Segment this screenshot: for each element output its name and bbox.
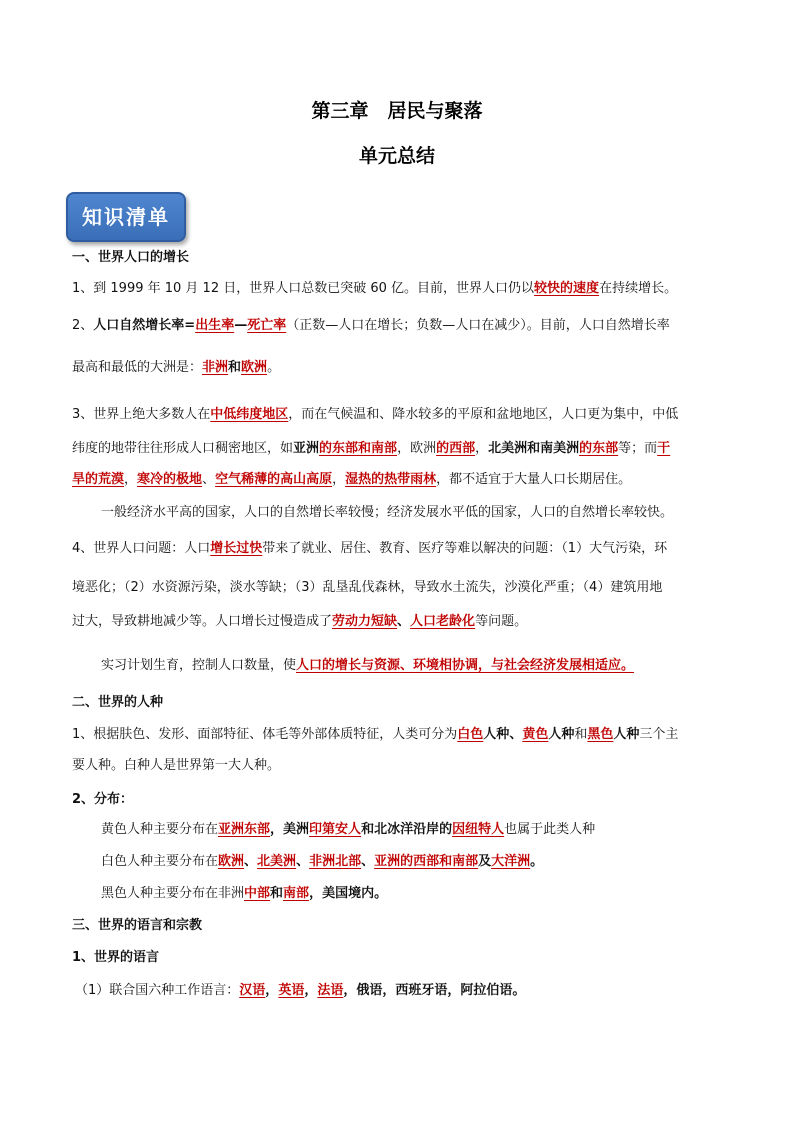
text: （正数—人口在增长；负数—人口在减少）。目前，人口自然增长率 bbox=[286, 318, 670, 333]
s2-black bbox=[101, 884, 387, 904]
text: 纬度的地带往往形成人口稠密地区，如 bbox=[72, 441, 294, 456]
text: ， bbox=[332, 472, 346, 487]
answer: 湿热的热带雨林 bbox=[345, 472, 437, 487]
text: 黄色人种主要分布在 bbox=[101, 822, 219, 837]
text: 1、根据肤色、发形、面部特征、体毛等外部体质特征，人类可分为 bbox=[72, 727, 458, 742]
answer: 人口老龄化 bbox=[410, 614, 476, 629]
text: ， bbox=[304, 983, 318, 998]
text: ，欧洲 bbox=[397, 441, 437, 456]
text: — bbox=[234, 318, 248, 333]
s2-yellow bbox=[101, 820, 595, 840]
knowledge-list-badge: 知识清单 bbox=[66, 192, 186, 242]
answer: 亚洲东部 bbox=[218, 822, 271, 837]
answer: 非洲 bbox=[202, 360, 229, 375]
text: ，美洲 bbox=[270, 822, 310, 837]
answer: 的 bbox=[436, 441, 450, 456]
text: ， bbox=[124, 472, 138, 487]
s3-subheading: 1、世界的语言 bbox=[72, 950, 160, 965]
chapter-title: 第三章 居民与聚落 bbox=[311, 100, 483, 122]
answer: 英语 bbox=[278, 983, 305, 998]
text: 3、世界上绝大多数人在 bbox=[72, 407, 211, 422]
text: 三个主 bbox=[639, 727, 679, 742]
text: ，而在气候温和、降水较多的平原和盆地地区，人口更为集中，中低 bbox=[288, 407, 679, 422]
s3-p1 bbox=[75, 981, 525, 1001]
s1-p3-line1 bbox=[72, 405, 678, 425]
answer: 中低纬度地区 bbox=[210, 407, 289, 422]
text: 、 bbox=[296, 854, 310, 869]
answer: 空气稀薄的高山高原 bbox=[215, 472, 333, 487]
answer: 白色 bbox=[457, 727, 484, 742]
text: （1）联合国六种工作语言： bbox=[75, 983, 240, 998]
text: ，都不适宜于大量人口长期居住。 bbox=[436, 472, 632, 487]
answer: 死亡率 bbox=[247, 318, 287, 333]
answer: 东部和南部 bbox=[332, 441, 398, 456]
unit-title: 单元总结 bbox=[358, 145, 435, 167]
answer: 干 bbox=[657, 441, 671, 456]
answer: 大洋洲 bbox=[491, 854, 531, 869]
text: 白色人种主要分布在 bbox=[101, 854, 219, 869]
answer: 较快的速度 bbox=[534, 281, 600, 296]
text: 和 bbox=[270, 886, 284, 901]
answer: 黄色 bbox=[522, 727, 549, 742]
answer: 印第安人 bbox=[309, 822, 362, 837]
answer: 亚洲的西部和南部 bbox=[374, 854, 479, 869]
text: 、 bbox=[244, 854, 258, 869]
s2-distribution-heading: 2、分布： bbox=[72, 792, 134, 807]
text: 人种 bbox=[548, 727, 575, 742]
s1-p5-line3 bbox=[72, 612, 527, 632]
s2-p1-line1 bbox=[72, 725, 678, 745]
s1-p2-line1 bbox=[72, 316, 670, 336]
answer: 人口的增长与资源、环境相协调，与社会经济发展相适应。 bbox=[296, 658, 635, 673]
text: 、 bbox=[361, 854, 375, 869]
s1-p4: 一般经济水平高的国家，人口的自然增长率较慢；经济发展水平低的国家，人口的自然增长率较快。 bbox=[101, 505, 674, 520]
answer: 黑色 bbox=[587, 727, 614, 742]
s2-white bbox=[101, 852, 543, 872]
answer: 欧洲 bbox=[241, 360, 268, 375]
text: ，美国境内。 bbox=[309, 886, 388, 901]
answer: 汉语 bbox=[239, 983, 266, 998]
text: 、 bbox=[509, 727, 523, 742]
answer: 的东部 bbox=[579, 441, 619, 456]
answer: 法语 bbox=[317, 983, 344, 998]
answer: 北美洲 bbox=[257, 854, 297, 869]
answer: 因纽特人 bbox=[452, 822, 505, 837]
s1-p5-line1 bbox=[72, 539, 667, 559]
s1-p3-line3 bbox=[72, 470, 631, 490]
text: ， bbox=[475, 441, 489, 456]
text: 等；而 bbox=[618, 441, 658, 456]
section-2-heading: 二、世界的人种 bbox=[72, 695, 164, 710]
text: 。 bbox=[267, 360, 281, 375]
answer: 南部 bbox=[283, 886, 310, 901]
text: 等问题。 bbox=[475, 614, 528, 629]
text: 和 bbox=[228, 360, 242, 375]
text: 。 bbox=[530, 854, 544, 869]
text: 亚洲 bbox=[293, 441, 320, 456]
s1-p1 bbox=[72, 279, 677, 299]
text: 带来了就业、居住、教育、医疗等难以解决的问题：（1）大气污染，环 bbox=[262, 541, 668, 556]
text: 1、到 1999 年 10 月 12 日，世界人口总数已突破 60 亿。目前，世界人口仍以 bbox=[72, 281, 535, 296]
text: ，俄语，西班牙语，阿拉伯语。 bbox=[343, 983, 526, 998]
text: ， bbox=[265, 983, 279, 998]
text: 在持续增长。 bbox=[599, 281, 678, 296]
text: 过大，导致耕地减少等。人口增长过慢造成了 bbox=[72, 614, 333, 629]
text: 和 bbox=[574, 727, 588, 742]
answer: 出生率 bbox=[195, 318, 235, 333]
s1-p2-line2 bbox=[72, 358, 280, 378]
text: 人种 bbox=[613, 727, 640, 742]
text: 、 bbox=[397, 614, 411, 629]
answer: 中部 bbox=[244, 886, 271, 901]
answer: 增长过快 bbox=[210, 541, 263, 556]
text: 也属于此类人种 bbox=[504, 822, 596, 837]
s2-p1-line2: 要人种。白种人是世界第一大人种。 bbox=[72, 758, 281, 773]
section-3-heading: 三、世界的语言和宗教 bbox=[72, 918, 203, 933]
answer: 非洲北部 bbox=[309, 854, 362, 869]
text: 及 bbox=[478, 854, 492, 869]
text: 实习计划生育，控制人口数量，使 bbox=[101, 658, 297, 673]
text: 2、 bbox=[72, 318, 94, 333]
answer: 西部 bbox=[449, 441, 476, 456]
text: 北美洲和南美洲 bbox=[488, 441, 580, 456]
s1-p5-line2: 境恶化；（2）水资源污染，淡水等缺；（3）乱垦乱伐森林，导致水土流失，沙漠化严重；（4）建筑用地 bbox=[72, 580, 663, 595]
section-1-heading: 一、世界人口的增长 bbox=[72, 250, 190, 265]
answer: 寒冷的极地 bbox=[137, 472, 203, 487]
answer: 旱的荒漠 bbox=[72, 472, 125, 487]
s1-p6 bbox=[101, 656, 634, 676]
text: 人口自然增长率= bbox=[93, 318, 196, 333]
s1-p3-line2 bbox=[72, 439, 670, 459]
answer: 欧洲 bbox=[218, 854, 245, 869]
text: 和北冰洋沿岸的 bbox=[361, 822, 453, 837]
text: 、 bbox=[202, 472, 216, 487]
answer: 劳动力短缺 bbox=[332, 614, 398, 629]
text: 人种 bbox=[483, 727, 510, 742]
text: 最高和最低的大洲是： bbox=[72, 360, 203, 375]
text: 4、世界人口问题：人口 bbox=[72, 541, 211, 556]
answer: 的 bbox=[319, 441, 333, 456]
text: 黑色人种主要分布在非洲 bbox=[101, 886, 245, 901]
